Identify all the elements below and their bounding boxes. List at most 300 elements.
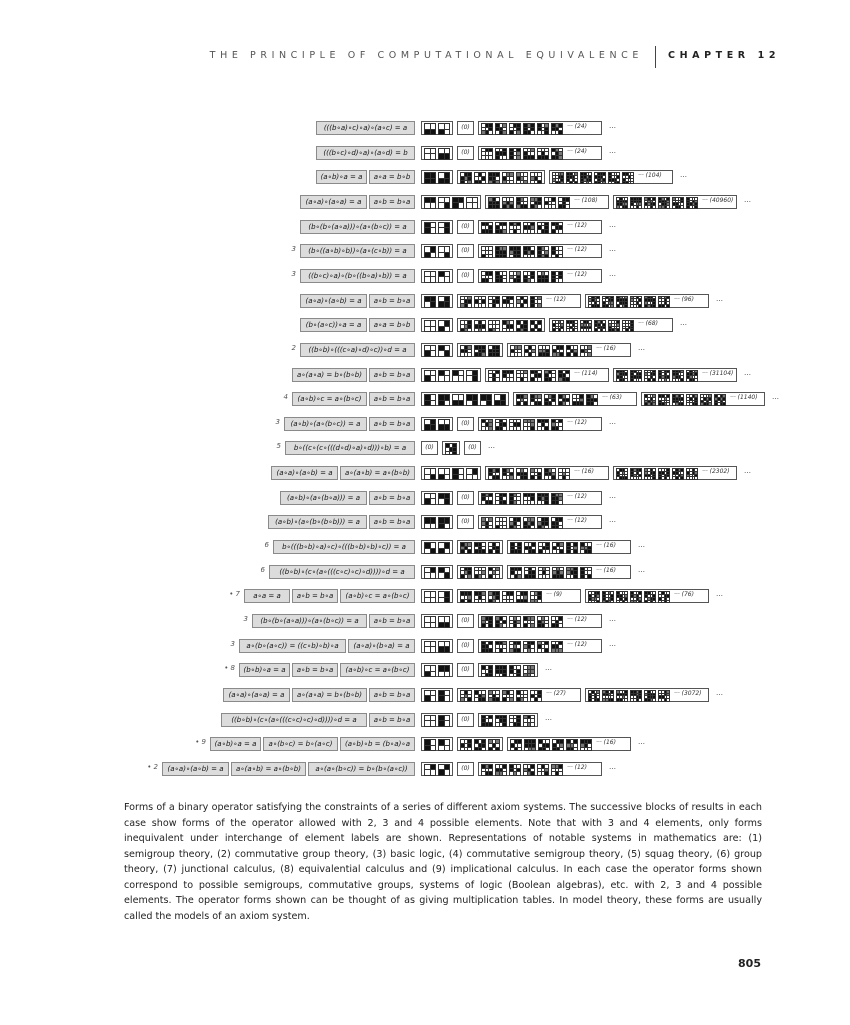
system-number: 5 — [276, 442, 281, 451]
system-number: 6 — [264, 541, 269, 550]
table-cell — [681, 477, 684, 480]
table-cell — [445, 327, 451, 333]
operator-table — [552, 345, 564, 357]
table-cell — [561, 182, 564, 185]
table-cell — [546, 575, 550, 579]
operator-table — [537, 246, 549, 258]
table-cell — [431, 351, 437, 357]
continuation-ellipsis: … — [609, 417, 616, 426]
operator-table — [502, 468, 514, 480]
axiom-row — [0, 318, 850, 334]
table-cell — [489, 279, 493, 283]
operator-table — [551, 616, 563, 628]
result-block — [421, 368, 481, 382]
axiom-label: b∘(((b∘b)∘a)∘c)∘(((b∘b)∘b)∘c)) = a — [273, 540, 415, 554]
operator-table — [551, 493, 563, 505]
continuation-ellipsis: … — [680, 171, 687, 180]
result-block — [585, 688, 709, 702]
operator-table — [502, 296, 514, 308]
operator-table — [424, 764, 436, 776]
operator-table — [509, 715, 521, 727]
operator-table — [523, 616, 535, 628]
empty-result-box: (0) — [457, 491, 474, 505]
table-cell — [503, 723, 507, 727]
model-count: ··· (96) — [674, 295, 694, 303]
operator-table — [630, 197, 642, 209]
operator-table — [424, 567, 436, 579]
result-block — [549, 170, 673, 184]
table-cell — [431, 598, 437, 604]
system-number: 3 — [243, 615, 248, 623]
operator-table — [438, 591, 450, 603]
result-block — [478, 121, 602, 135]
axiom-label: a∘(a∘b) = a∘(b∘b) — [231, 762, 306, 776]
model-count: ··· (31104) — [702, 369, 734, 377]
table-cell — [532, 748, 536, 752]
continuation-ellipsis: … — [609, 491, 616, 500]
table-cell — [559, 526, 563, 530]
operator-table — [488, 542, 500, 554]
table-cell — [496, 304, 500, 308]
axiom-row — [0, 663, 850, 679]
table-cell — [552, 402, 556, 406]
operator-table — [495, 665, 507, 677]
table-cell — [510, 378, 514, 382]
table-cell — [524, 698, 528, 702]
operator-table — [502, 370, 514, 382]
operator-table — [524, 345, 536, 357]
table-cell — [559, 649, 563, 653]
operator-table — [424, 690, 436, 702]
table-cell — [552, 378, 556, 382]
axiom-label: a∘b = b∘a — [369, 368, 415, 382]
table-cell — [496, 550, 500, 554]
table-cell — [503, 501, 507, 505]
operator-table — [551, 641, 563, 653]
result-block — [457, 294, 581, 308]
table-cell — [510, 698, 514, 702]
table-cell — [431, 327, 437, 333]
operator-table — [424, 517, 436, 529]
table-cell — [589, 182, 592, 185]
table-cell — [445, 425, 451, 431]
table-cell — [489, 427, 493, 431]
table-cell — [503, 427, 507, 431]
system-number: • 9 — [195, 738, 206, 747]
table-cell — [431, 672, 437, 678]
table-cell — [631, 182, 634, 185]
operator-table — [460, 320, 472, 332]
table-cell — [611, 699, 614, 702]
axiom-label: (a∘a)∘(a∘a) = a — [223, 688, 290, 702]
axiom-row — [0, 491, 850, 507]
axiom-label: (a∘b)∘c = a∘(b∘c) — [340, 589, 415, 603]
operator-table — [424, 542, 436, 554]
empty-result-box: (0) — [457, 639, 474, 653]
table-cell — [532, 575, 536, 579]
operator-table — [452, 468, 464, 480]
operator-table — [672, 394, 684, 406]
model-count: ··· (12) — [567, 763, 587, 771]
operator-table — [481, 222, 493, 234]
operator-table — [537, 148, 549, 160]
operator-table — [523, 271, 535, 283]
table-cell — [545, 279, 549, 283]
result-block — [421, 294, 453, 308]
axiom-label: (b∘b)∘a = a — [239, 663, 290, 677]
operator-table — [460, 345, 472, 357]
table-cell — [431, 401, 437, 407]
result-block — [421, 170, 453, 184]
table-cell — [695, 477, 698, 480]
operator-table — [530, 172, 542, 184]
operator-table — [523, 665, 535, 677]
operator-table — [714, 394, 726, 406]
empty-result-box: (0) — [457, 614, 474, 628]
result-block — [613, 195, 737, 209]
continuation-ellipsis: … — [744, 195, 751, 204]
result-block — [478, 663, 538, 677]
axiom-label: (a∘b)∘(a∘(b∘a))) = a — [280, 491, 367, 505]
empty-result-box: (0) — [457, 762, 474, 776]
operator-table — [495, 222, 507, 234]
table-cell — [625, 699, 628, 702]
operator-table — [510, 542, 522, 554]
operator-table — [466, 468, 478, 480]
operator-table — [502, 320, 514, 332]
continuation-ellipsis: … — [638, 565, 645, 574]
table-cell — [695, 379, 698, 382]
operator-table — [438, 641, 450, 653]
table-cell — [532, 353, 536, 357]
table-cell — [545, 526, 549, 530]
operator-table — [630, 370, 642, 382]
operator-table — [460, 690, 472, 702]
table-cell — [482, 748, 486, 752]
axiom-row — [0, 737, 850, 753]
operator-table — [544, 197, 556, 209]
operator-table — [580, 739, 592, 751]
operator-table — [424, 394, 436, 406]
continuation-ellipsis: … — [638, 738, 645, 747]
table-cell — [531, 772, 535, 776]
empty-result-box: (0) — [457, 121, 474, 135]
operator-table — [644, 468, 656, 480]
operator-table — [474, 690, 486, 702]
operator-table — [602, 296, 614, 308]
table-cell — [574, 575, 578, 579]
operator-table — [630, 591, 642, 603]
operator-table — [438, 493, 450, 505]
operator-table — [672, 468, 684, 480]
table-cell — [510, 329, 514, 333]
table-cell — [431, 228, 437, 234]
table-cell — [431, 746, 437, 752]
table-cell — [482, 575, 486, 579]
table-cell — [597, 305, 600, 308]
system-number: 3 — [291, 245, 296, 254]
table-cell — [482, 353, 486, 357]
operator-table — [509, 148, 521, 160]
table-cell — [574, 550, 578, 554]
axiom-label: a∘(a∘a) = b∘(b∘b) — [292, 368, 367, 382]
operator-table — [523, 764, 535, 776]
operator-table — [494, 394, 506, 406]
operator-table — [424, 493, 436, 505]
axiom-label: (a∘b)∘c = a∘(b∘c) — [292, 392, 367, 406]
operator-table — [523, 148, 535, 160]
operator-table — [460, 172, 472, 184]
table-cell — [559, 230, 563, 234]
table-cell — [431, 524, 437, 530]
table-cell — [468, 329, 472, 333]
model-count: ··· (12) — [567, 246, 587, 254]
operator-table — [481, 517, 493, 529]
axiom-row — [0, 762, 850, 778]
model-count: ··· (12) — [567, 616, 587, 623]
operator-table — [495, 517, 507, 529]
table-cell — [459, 203, 465, 209]
operator-table — [510, 739, 522, 751]
operator-table — [495, 419, 507, 431]
table-cell — [489, 255, 493, 259]
continuation-ellipsis: … — [609, 615, 616, 623]
result-block — [613, 368, 737, 382]
table-cell — [653, 206, 656, 209]
axiom-label: ((b∘b)∘(((c∘a)∘d)∘c))∘d = a — [300, 343, 415, 357]
table-cell — [468, 181, 472, 185]
table-cell — [566, 476, 570, 480]
operator-table — [616, 690, 628, 702]
result-block — [478, 614, 602, 628]
axiom-row — [0, 441, 850, 457]
result-block — [421, 491, 453, 505]
table-cell — [560, 575, 564, 579]
table-cell — [524, 378, 528, 382]
operator-table — [424, 246, 436, 258]
model-count: ··· (16) — [596, 344, 616, 352]
operator-table — [460, 296, 472, 308]
table-cell — [667, 601, 670, 604]
system-number: • 2 — [147, 762, 158, 771]
operator-table — [686, 468, 698, 480]
operator-table — [616, 591, 628, 603]
table-cell — [431, 499, 437, 505]
operator-table — [658, 370, 670, 382]
operator-table — [566, 320, 578, 332]
result-block — [457, 565, 503, 579]
table-cell — [431, 253, 437, 259]
table-cell — [445, 154, 451, 160]
table-cell — [617, 182, 620, 185]
axiom-label: a∘(b∘(a∘c)) = ((c∘b)∘b)∘a — [239, 639, 346, 653]
table-cell — [431, 623, 437, 629]
table-cell — [524, 181, 528, 185]
table-cell — [496, 600, 500, 604]
table-cell — [503, 772, 507, 776]
operator-table — [474, 567, 486, 579]
operator-table — [630, 468, 642, 480]
table-cell — [667, 305, 670, 308]
table-cell — [445, 623, 451, 629]
operator-table — [438, 616, 450, 628]
axiom-label: (a∘b)∘b = (b∘a)∘a — [340, 737, 415, 751]
operator-table — [630, 296, 642, 308]
operator-table — [510, 567, 522, 579]
operator-table — [488, 739, 500, 751]
table-cell — [468, 550, 472, 554]
operator-table — [537, 616, 549, 628]
result-block — [641, 392, 765, 406]
result-block — [421, 540, 453, 554]
result-block — [457, 737, 503, 751]
operator-table — [524, 542, 536, 554]
operator-table — [509, 641, 521, 653]
operator-table — [445, 443, 457, 455]
table-cell — [524, 402, 528, 406]
table-cell — [445, 499, 451, 505]
table-cell — [503, 279, 507, 283]
operator-table — [538, 542, 550, 554]
operator-table — [509, 246, 521, 258]
result-block — [421, 737, 453, 751]
operator-table — [452, 197, 464, 209]
operator-table — [438, 246, 450, 258]
model-count: ··· (3072) — [674, 689, 702, 697]
table-cell — [518, 550, 522, 554]
operator-table — [495, 764, 507, 776]
table-cell — [631, 329, 634, 332]
axiom-row — [0, 269, 850, 285]
operator-table — [424, 320, 436, 332]
axiom-label: (((b∘a)∘c)∘a)∘(a∘c) = a — [316, 121, 415, 135]
operator-table — [530, 394, 542, 406]
operator-table — [510, 345, 522, 357]
operator-table — [466, 197, 478, 209]
table-cell — [473, 203, 479, 209]
axiom-label: a∘b = b∘a — [369, 688, 415, 702]
operator-table — [488, 468, 500, 480]
table-cell — [445, 401, 451, 407]
operator-table — [488, 370, 500, 382]
operator-table — [481, 493, 493, 505]
result-block — [478, 491, 602, 505]
operator-table — [495, 493, 507, 505]
operator-table — [516, 468, 528, 480]
operator-table — [516, 690, 528, 702]
table-cell — [496, 575, 500, 579]
table-cell — [545, 427, 549, 431]
result-block — [421, 220, 453, 234]
empty-result-box: (0) — [457, 417, 474, 431]
continuation-ellipsis: … — [716, 688, 723, 697]
model-count: ··· (108) — [574, 196, 598, 204]
table-cell — [489, 501, 493, 505]
operator-table — [488, 567, 500, 579]
table-cell — [639, 206, 642, 209]
operator-table — [502, 172, 514, 184]
result-block — [507, 737, 631, 751]
header-book-part: THE PRINCIPLE OF COMPUTATIONAL EQUIVALENCE — [209, 50, 643, 61]
table-cell — [445, 253, 451, 259]
operator-table — [481, 419, 493, 431]
table-cell — [489, 723, 493, 727]
operator-table — [474, 739, 486, 751]
operator-table — [438, 468, 450, 480]
table-cell — [639, 379, 642, 382]
operator-table — [481, 271, 493, 283]
table-cell — [431, 376, 437, 382]
operator-table — [509, 616, 521, 628]
operator-table — [424, 271, 436, 283]
table-cell — [431, 647, 437, 653]
axiom-label: a∘a = b∘b — [369, 170, 415, 184]
operator-table — [616, 468, 628, 480]
operator-table — [488, 296, 500, 308]
table-cell — [503, 649, 507, 653]
table-cell — [561, 329, 564, 332]
operator-table — [516, 370, 528, 382]
operator-table — [530, 370, 542, 382]
operator-table — [474, 591, 486, 603]
result-block — [485, 368, 609, 382]
model-count: ··· (2302) — [702, 468, 730, 476]
operator-table — [558, 197, 570, 209]
table-cell — [566, 402, 570, 406]
empty-result-box: (0) — [457, 244, 474, 258]
table-cell — [559, 501, 563, 505]
operator-table — [488, 591, 500, 603]
axiom-row — [0, 589, 850, 605]
operator-table — [544, 394, 556, 406]
operator-table — [622, 172, 634, 184]
operator-table — [672, 197, 684, 209]
axiom-label: (a∘b)∘a = a — [210, 737, 261, 751]
table-cell — [603, 329, 606, 332]
operator-table — [658, 394, 670, 406]
table-cell — [524, 476, 528, 480]
table-cell — [510, 304, 514, 308]
table-cell — [597, 699, 600, 702]
operator-table — [438, 567, 450, 579]
table-cell — [496, 748, 500, 752]
table-cell — [531, 131, 535, 135]
table-cell — [588, 748, 592, 752]
empty-result-box: (0) — [457, 269, 474, 283]
table-cell — [531, 255, 535, 259]
result-block — [485, 195, 609, 209]
table-cell — [538, 476, 542, 480]
operator-table — [481, 764, 493, 776]
operator-table — [438, 345, 450, 357]
operator-table — [622, 320, 634, 332]
operator-table — [424, 419, 436, 431]
result-block — [421, 466, 481, 480]
axiom-label: a∘b = b∘a — [369, 491, 415, 505]
axiom-label: (a∘b)∘(a∘(b∘(b∘b))) = a — [268, 515, 367, 529]
result-block — [421, 688, 453, 702]
operator-table — [509, 419, 521, 431]
empty-result-box: (0) — [457, 713, 474, 727]
result-block — [549, 318, 673, 332]
table-cell — [574, 748, 578, 752]
operator-table — [438, 419, 450, 431]
table-cell — [560, 748, 564, 752]
table-cell — [559, 131, 563, 135]
table-cell — [468, 575, 472, 579]
axiom-row — [0, 368, 850, 384]
model-count: ··· (63) — [602, 394, 622, 402]
